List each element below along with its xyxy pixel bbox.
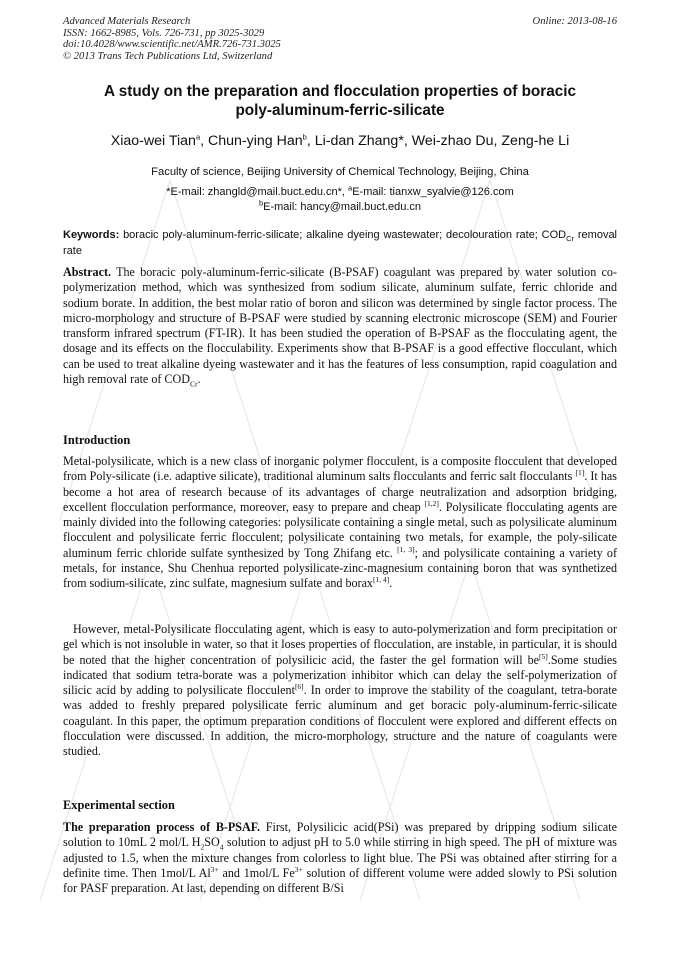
intro-p1-text: ; and polysilicate containing a variety of metals, for instance, Shu Chenhua reported polysilicate-zinc-magnesium containing boron that was synthetized from sodium-silicate, zinc sulfate, magnesium sulfate and borax <box>63 545 617 591</box>
author-separator: , <box>306 133 315 149</box>
exp-text: and 1mol/L Fe <box>218 865 295 880</box>
introduction-paragraph-1 <box>63 454 617 592</box>
exp-text: First, Polysilicic acid(PSi) was prepared by dripping sodium silicate solution to 10mL 2 mol/L H <box>63 820 618 850</box>
citation-ref[interactable]: [1, 4] <box>372 575 390 585</box>
title-line-1: A study on the preparation and flocculation properties of boracic <box>104 83 576 100</box>
intro-p1-text: . <box>389 576 393 591</box>
citation-ref[interactable]: [1, 3] <box>397 544 415 554</box>
author-2 <box>208 133 315 149</box>
copyright-line: © 2013 Trans Tech Publications Ltd, Switzerland <box>63 50 273 62</box>
citation-ref[interactable]: [1,2] <box>424 498 439 508</box>
author-1-name: Xiao-wei Tian <box>110 133 196 149</box>
citation-ref[interactable]: [1] <box>575 468 585 478</box>
citation-ref[interactable]: [5] <box>539 651 548 661</box>
abstract-subscript: Cr <box>189 379 198 389</box>
exp-text: solution to adjust pH to 5.0 while stirring in high speed. The pH of mixture was adjusted to 1.5, when the mixture changes from colorless to light blue. The PSi was obtained after stirring for a definite time. Then 1mol/L Al <box>63 835 617 880</box>
author-separator: , <box>403 133 412 149</box>
email-line-1 <box>63 185 617 200</box>
keywords-subscript: Cr <box>566 234 575 244</box>
author-5-name: Zeng-he Li <box>501 133 570 149</box>
exp-text: SO <box>204 835 220 850</box>
intro-p1-text: Metal-polysilicate, which is a new class of inorganic polymer flocculent, is a composite flocculent that developed from Poly-silicate (i.e. adaptive silicate), traditional aluminum salts flocculants and ferric salt flocculants <box>63 454 617 484</box>
author-4 <box>412 133 502 149</box>
keywords-label: Keywords: <box>63 229 120 241</box>
email-mark-a: a <box>348 183 353 193</box>
citation-ref[interactable]: [6] <box>294 682 304 692</box>
email-han[interactable]: E-mail: hancy@mail.buct.edu.cn <box>263 201 422 213</box>
online-date: Online: 2013-08-16 <box>532 16 617 27</box>
author-list <box>63 132 617 150</box>
experimental-heading: Experimental section <box>63 798 175 812</box>
abstract <box>63 265 617 387</box>
abstract-text: The boracic poly-aluminum-ferric-silicate (B-PSAF) coagulant was prepared by water solution co-polymerization method, which was synthesized from sodium silicate, aluminum sulfate, ferric chloride and sodium borate. In addition, the best molar ratio of boron and silicon was determined by single factor process. The micro-morphology and structure of B-PSAF were studied by scanning electronic microscope (SEM) and Fourier transform infrared spectrum (FT-IR). It has been studied the operation of B-PSAF as the flocculating agent, the dosage and its effects on the flocculability. Experiments show that B-PSAF is a good effective flocculant, which can be used to treat alkaline dyeing wastewater and it has the features of less consumption, rapid coagulation and high removal rate of COD <box>63 265 617 387</box>
intro-p2-text: . In order to improve the stability of the coagulant, tetra-borate was added to freshly prepared polysilicate ferric aluminum and get boracic poly-aluminum-ferric-silicate coagulant. In this paper, the optimum preparation conditions of flocculent were explored and different effects on flocculation were discussed. In addition, the micro-morphology, structure and the nature of coagulants were studied. <box>63 683 617 759</box>
email-block <box>63 185 617 215</box>
keywords <box>63 228 617 259</box>
affiliation: Faculty of science, Beijing University of Chemical Technology, Beijing, China <box>151 166 529 178</box>
paper-title <box>63 82 617 120</box>
keywords-text-end: removal rate <box>63 229 618 257</box>
abstract-end: . <box>197 372 201 387</box>
email-line-2 <box>63 200 617 215</box>
author-separator: , <box>200 133 209 149</box>
exp-superscript: 3+ <box>210 864 219 874</box>
email-zhang[interactable]: *E-mail: zhangld@mail.buct.edu.cn*, <box>166 186 349 198</box>
exp-subscript: 4 <box>219 842 224 852</box>
author-separator: , <box>493 133 502 149</box>
intro-p1-text: . It has become a hot area of research because of its advantages of charge neutralization and adsorption bridging, excellent flocculation performance, moreover, easy to prepare and cheap <box>63 469 617 514</box>
introduction-paragraph-2 <box>63 622 617 760</box>
author-5 <box>501 133 569 149</box>
journal-header <box>63 16 617 62</box>
title-line-2: poly-aluminum-ferric-silicate <box>235 102 445 119</box>
exp-subscript: 2 <box>200 842 205 852</box>
email-tian[interactable]: E-mail: tianxw_syalvie@126.com <box>352 186 514 198</box>
introduction-heading: Introduction <box>63 433 131 447</box>
email-mark-b: b <box>258 198 264 208</box>
author-4-name: Wei-zhao Du <box>411 133 494 149</box>
intro-p1-text: . Polysilicate flocculating agents are mainly divided into the following categories: polysilicate containing a single metal, such as polysilicate aluminum flocculent and polysilicate ferric flocculent; polysilicate containing two metals, for example, the poly-silicate aluminum ferric chloride sulfate synthesized by Tong Zhifang etc. <box>63 499 618 560</box>
exp-text: solution of different volume were added slowly to PSi solution for PASF preparation. At last, depending on different B/Si <box>63 865 617 896</box>
issn-line: ISSN: 1662-8985, Vols. 726-731, pp 3025-3029 <box>63 27 265 39</box>
author-1-mark: a <box>195 132 201 142</box>
abstract-label: Abstract. <box>63 265 112 279</box>
experimental-paragraph-1 <box>63 820 617 896</box>
experimental-subheading: The preparation process of B-PSAF. <box>63 820 261 834</box>
journal-name: Advanced Materials Research <box>63 16 191 27</box>
keywords-text: boracic poly-aluminum-ferric-silicate; alkaline dyeing wastewater; decolouration rate; COD <box>119 229 567 241</box>
doi-line[interactable]: doi:10.4028/www.scientific.net/AMR.726-731.3025 <box>63 39 281 51</box>
author-2-mark: b <box>302 132 307 142</box>
intro-p2-text: However, metal-Polysilicate flocculating agent, which is easy to auto-polymerization and form precipitation or gel which is not insoluble in water, so that it loses properties of flocculation, are instable, in particular, it is should be noted that the higher concentration of polysilicic acid, the faster the gel formation will be <box>63 622 617 667</box>
author-2-name: Chun-ying Han <box>208 133 303 149</box>
author-3 <box>315 133 412 149</box>
author-1 <box>111 133 208 149</box>
exp-superscript: 3+ <box>294 864 303 874</box>
intro-p2-text: .Some studies indicated that sodium tetra-borate was a polymerization inhibitor which can delay the self-polymerization of silicic acid by adding to polysilicate flocculent <box>63 652 617 698</box>
author-3-name: Li-dan Zhang* <box>314 133 404 149</box>
